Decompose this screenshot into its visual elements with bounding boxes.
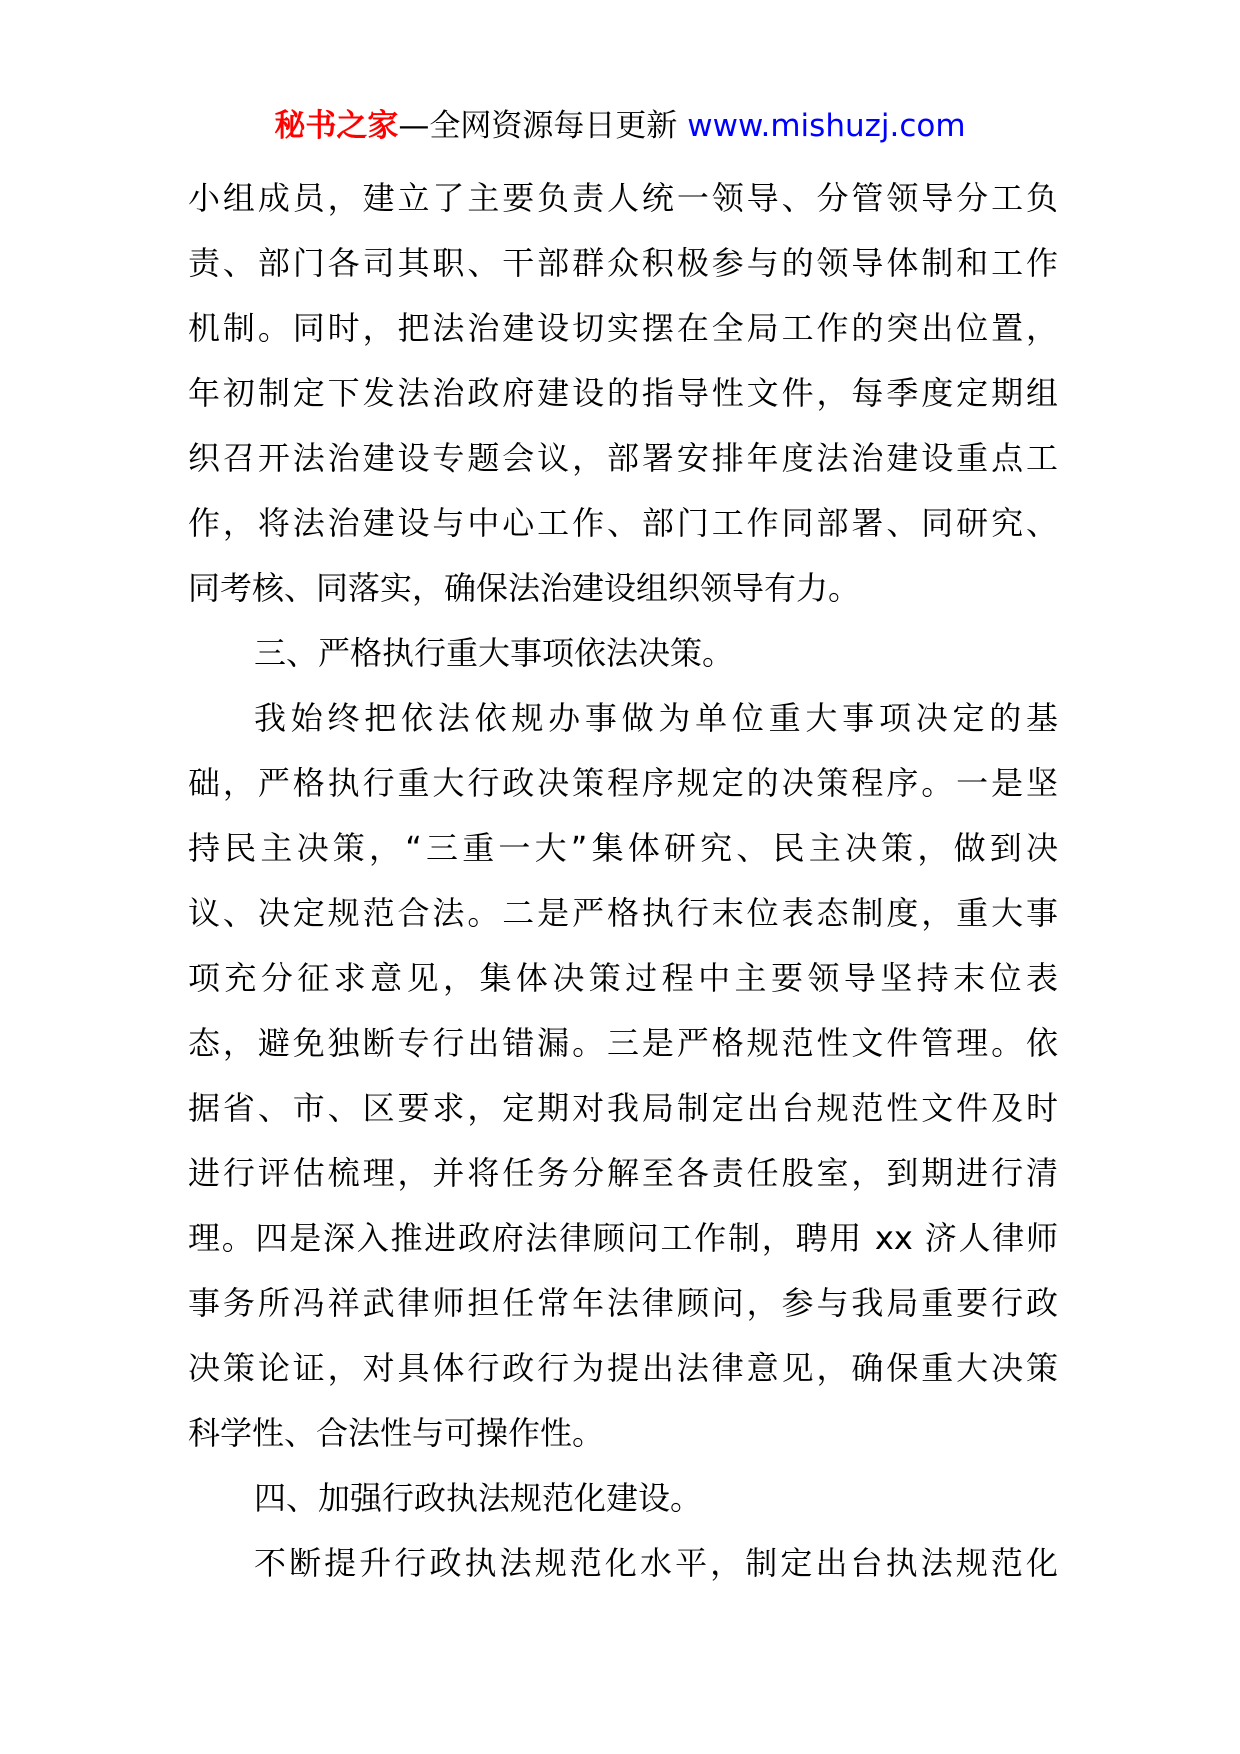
text-line: 责、部门各司其职、干部群众积极参与的领导体制和工作 xyxy=(188,244,1058,282)
text-line: 议、决定规范合法。二是严格执行末位表态制度，重大事 xyxy=(188,894,1058,932)
text-line: 同考核、同落实，确保法治建设组织领导有力。 xyxy=(188,569,861,607)
text-line: 持民主决策，“三重一大”集体研究、民主决策，做到决 xyxy=(188,829,1058,867)
text-line: 事务所冯祥武律师担任常年法律顾问，参与我局重要行政 xyxy=(188,1284,1058,1322)
text-line: 项充分征求意见，集体决策过程中主要领导坚持末位表 xyxy=(188,959,1058,997)
text-line: 我始终把依法依规办事做为单位重大事项决定的基 xyxy=(254,699,1058,737)
text-line: 年初制定下发法治政府建设的指导性文件，每季度定期组 xyxy=(188,374,1058,412)
text-line: 小组成员，建立了主要负责人统一领导、分管领导分工负 xyxy=(188,179,1058,217)
header-tagline: —全网资源每日更新 xyxy=(398,108,678,144)
document-body xyxy=(188,166,1058,1596)
text-line: 织召开法治建设专题会议，部署安排年度法治建设重点工 xyxy=(188,439,1058,477)
text-line: 决策论证，对具体行政行为提出法律意见，确保重大决策 xyxy=(188,1349,1058,1387)
text-line: 不断提升行政执法规范化水平，制定出台执法规范化 xyxy=(254,1544,1058,1582)
site-header xyxy=(0,104,1240,148)
text-line: 据省、市、区要求，定期对我局制定出台规范性文件及时 xyxy=(188,1089,1058,1127)
section-heading-4: 四、加强行政执法规范化建设。 xyxy=(254,1479,703,1517)
text-line: 理。四是深入推进政府法律顾问工作制，聘用 xx 济人律师 xyxy=(188,1219,1058,1257)
brand-name: 秘书之家 xyxy=(274,108,399,144)
text-line: 进行评估梳理，并将任务分解至各责任股室，到期进行清 xyxy=(188,1154,1058,1192)
text-line: 科学性、合法性与可操作性。 xyxy=(188,1414,605,1452)
text-line: 础，严格执行重大行政决策程序规定的决策程序。一是坚 xyxy=(188,764,1058,802)
text-line: 作，将法治建设与中心工作、部门工作同部署、同研究、 xyxy=(188,504,1058,542)
site-url-link[interactable]: www.mishuzj.com xyxy=(687,108,966,144)
text-line: 态，避免独断专行出错漏。三是严格规范性文件管理。依 xyxy=(188,1024,1058,1062)
text-line: 机制。同时，把法治建设切实摆在全局工作的突出位置， xyxy=(188,309,1058,347)
section-heading-3: 三、严格执行重大事项依法决策。 xyxy=(254,634,735,672)
